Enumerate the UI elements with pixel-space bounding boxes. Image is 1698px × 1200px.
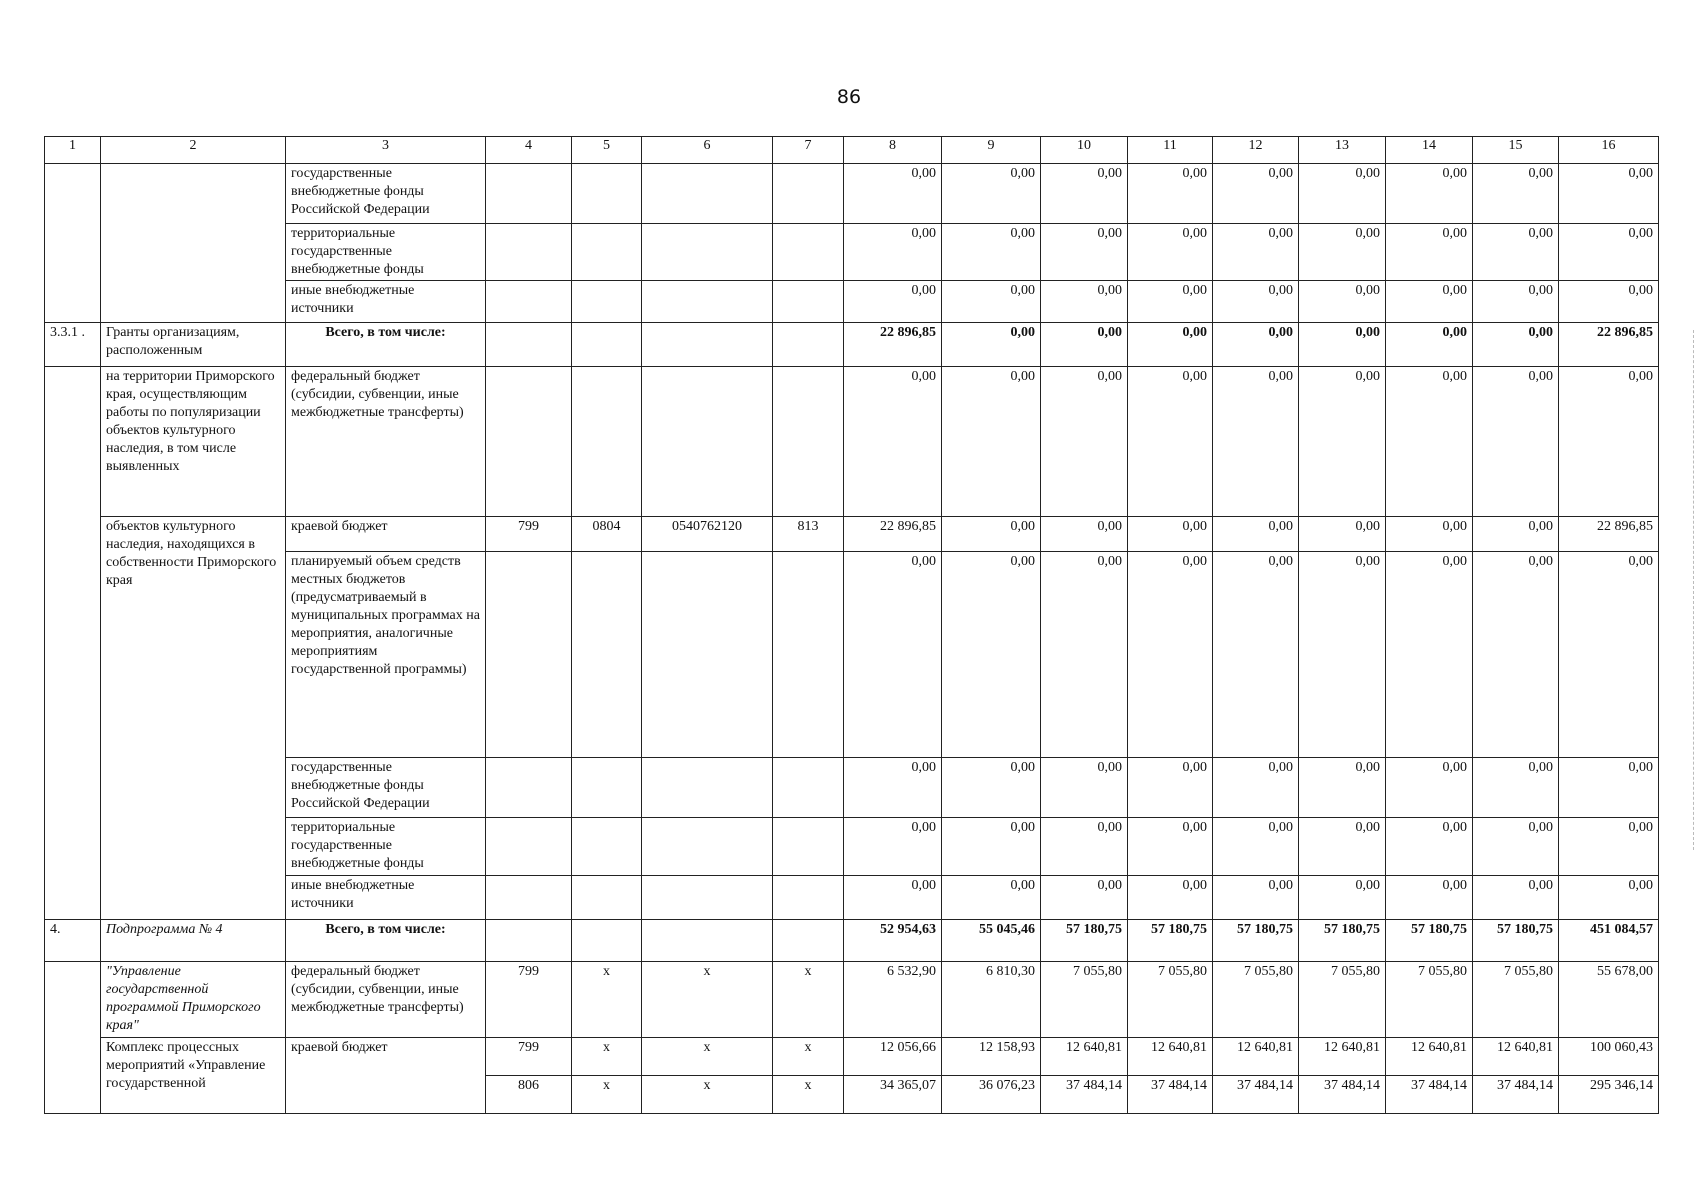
total-label: Всего, в том числе: [286, 323, 486, 367]
value-cell: 0,00 [1473, 758, 1559, 818]
item-name: объектов культурного наследия, находящихся в собственности Приморского края [101, 517, 286, 920]
value-cell: 0,00 [942, 224, 1041, 281]
value-cell: 0,00 [1041, 367, 1128, 517]
value-cell: 0,00 [1299, 818, 1386, 876]
code-cell [572, 367, 642, 517]
value-cell: 0,00 [1213, 224, 1299, 281]
value-cell: 0,00 [1299, 224, 1386, 281]
value-cell: 0,00 [844, 224, 942, 281]
source-label: краевой бюджет [286, 1038, 486, 1114]
header-cell: 5 [572, 137, 642, 164]
value-cell: 57 180,75 [1041, 920, 1128, 962]
value-cell: 0,00 [942, 876, 1041, 920]
code-cell [572, 920, 642, 962]
value-cell: 0,00 [1041, 552, 1128, 758]
value-cell: 0,00 [1473, 367, 1559, 517]
value-cell: 0,00 [1213, 818, 1299, 876]
code-cell: х [572, 1076, 642, 1114]
value-cell: 0,00 [1386, 281, 1473, 323]
header-cell: 8 [844, 137, 942, 164]
value-cell: 0,00 [1559, 818, 1659, 876]
code-cell: 813 [773, 517, 844, 552]
value-cell: 12 640,81 [1213, 1038, 1299, 1076]
value-cell: 0,00 [1299, 876, 1386, 920]
source-label: федеральный бюджет (субсидии, субвенции, иные межбюджетные трансферты) [286, 367, 486, 517]
code-cell [486, 758, 572, 818]
header-cell: 15 [1473, 137, 1559, 164]
header-cell: 7 [773, 137, 844, 164]
value-cell: 0,00 [1386, 224, 1473, 281]
value-cell: 0,00 [844, 281, 942, 323]
code-cell: х [642, 1076, 773, 1114]
value-cell: 34 365,07 [844, 1076, 942, 1114]
header-cell: 4 [486, 137, 572, 164]
value-cell: 7 055,80 [1299, 962, 1386, 1038]
budget-table [44, 136, 1659, 1114]
total-label: Всего, в том числе: [286, 920, 486, 962]
value-cell: 0,00 [844, 818, 942, 876]
table-row [45, 281, 1659, 323]
code-cell: х [773, 1038, 844, 1076]
table-row [45, 962, 1659, 1038]
value-cell: 0,00 [1559, 164, 1659, 224]
source-label: краевой бюджет [286, 517, 486, 552]
value-cell: 0,00 [1128, 552, 1213, 758]
value-cell: 0,00 [1128, 876, 1213, 920]
item-name: Подпрограмма № 4 [101, 920, 286, 962]
value-cell: 0,00 [1386, 758, 1473, 818]
header-cell: 16 [1559, 137, 1659, 164]
header-cell: 11 [1128, 137, 1213, 164]
value-cell: 0,00 [942, 164, 1041, 224]
value-cell: 0,00 [942, 552, 1041, 758]
value-cell: 0,00 [1299, 281, 1386, 323]
value-cell: 0,00 [1128, 224, 1213, 281]
value-cell: 12 640,81 [1299, 1038, 1386, 1076]
value-cell: 295 346,14 [1559, 1076, 1659, 1114]
code-cell [572, 876, 642, 920]
value-cell: 0,00 [942, 367, 1041, 517]
value-cell: 0,00 [844, 876, 942, 920]
table-row [45, 876, 1659, 920]
code-cell: х [572, 962, 642, 1038]
value-cell: 0,00 [1128, 517, 1213, 552]
value-cell: 0,00 [1559, 552, 1659, 758]
value-cell: 0,00 [1299, 758, 1386, 818]
value-cell: 0,00 [1386, 876, 1473, 920]
code-cell: 799 [486, 962, 572, 1038]
value-cell: 0,00 [1128, 818, 1213, 876]
value-cell: 36 076,23 [942, 1076, 1041, 1114]
code-cell [642, 281, 773, 323]
value-cell: 12 158,93 [942, 1038, 1041, 1076]
code-cell [486, 818, 572, 876]
code-cell [642, 920, 773, 962]
value-cell: 22 896,85 [1559, 323, 1659, 367]
value-cell: 37 484,14 [1386, 1076, 1473, 1114]
value-cell: 0,00 [1473, 164, 1559, 224]
code-cell [773, 552, 844, 758]
page-number: 86 [836, 86, 862, 108]
value-cell: 57 180,75 [1386, 920, 1473, 962]
item-number-cell [45, 164, 101, 323]
value-cell: 0,00 [1299, 552, 1386, 758]
value-cell: 7 055,80 [1386, 962, 1473, 1038]
code-cell [773, 224, 844, 281]
value-cell: 0,00 [1041, 164, 1128, 224]
table-row [45, 818, 1659, 876]
value-cell: 0,00 [1559, 367, 1659, 517]
code-cell [773, 367, 844, 517]
code-cell [642, 164, 773, 224]
value-cell: 57 180,75 [1299, 920, 1386, 962]
value-cell: 100 060,43 [1559, 1038, 1659, 1076]
value-cell: 12 640,81 [1473, 1038, 1559, 1076]
value-cell: 7 055,80 [1128, 962, 1213, 1038]
value-cell: 0,00 [1386, 367, 1473, 517]
value-cell: 55 678,00 [1559, 962, 1659, 1038]
code-cell [642, 224, 773, 281]
code-cell [572, 224, 642, 281]
value-cell: 0,00 [1041, 224, 1128, 281]
table-row [45, 517, 1659, 552]
code-cell [642, 818, 773, 876]
code-cell [642, 552, 773, 758]
value-cell: 6 810,30 [942, 962, 1041, 1038]
source-label: федеральный бюджет (субсидии, субвенции, иные межбюджетные трансферты) [286, 962, 486, 1038]
code-cell [773, 920, 844, 962]
value-cell: 0,00 [1386, 552, 1473, 758]
code-cell [642, 876, 773, 920]
value-cell: 57 180,75 [1128, 920, 1213, 962]
value-cell: 0,00 [1041, 323, 1128, 367]
item-number-cell [45, 367, 101, 920]
code-cell: 0540762120 [642, 517, 773, 552]
budget-table-wrapper [44, 136, 1659, 1114]
value-cell: 55 045,46 [942, 920, 1041, 962]
code-cell [572, 758, 642, 818]
value-cell: 0,00 [942, 758, 1041, 818]
source-label: иные внебюджетные источники [286, 281, 486, 323]
value-cell: 0,00 [1473, 552, 1559, 758]
value-cell: 0,00 [1128, 758, 1213, 818]
value-cell: 0,00 [1473, 323, 1559, 367]
value-cell: 7 055,80 [1041, 962, 1128, 1038]
code-cell: х [773, 962, 844, 1038]
table-row [45, 552, 1659, 758]
code-cell [773, 758, 844, 818]
code-cell [572, 552, 642, 758]
code-cell [572, 164, 642, 224]
table-row [45, 164, 1659, 224]
value-cell: 0,00 [1473, 876, 1559, 920]
value-cell: 0,00 [1386, 323, 1473, 367]
value-cell: 0,00 [1128, 323, 1213, 367]
value-cell: 37 484,14 [1128, 1076, 1213, 1114]
source-label: иные внебюджетные источники [286, 876, 486, 920]
value-cell: 12 640,81 [1128, 1038, 1213, 1076]
code-cell [773, 281, 844, 323]
value-cell: 0,00 [1213, 552, 1299, 758]
value-cell: 0,00 [942, 517, 1041, 552]
header-cell: 1 [45, 137, 101, 164]
header-cell: 14 [1386, 137, 1473, 164]
value-cell: 0,00 [1213, 323, 1299, 367]
value-cell: 0,00 [1213, 758, 1299, 818]
code-cell: х [642, 1038, 773, 1076]
source-label: государственные внебюджетные фонды Российской Федерации [286, 758, 486, 818]
value-cell: 0,00 [1386, 164, 1473, 224]
item-name: Гранты организациям, расположенным [101, 323, 286, 367]
header-row [45, 137, 1659, 164]
value-cell: 0,00 [1213, 164, 1299, 224]
value-cell: 0,00 [1473, 224, 1559, 281]
value-cell: 0,00 [1128, 281, 1213, 323]
value-cell: 7 055,80 [1213, 962, 1299, 1038]
code-cell [642, 367, 773, 517]
value-cell: 37 484,14 [1041, 1076, 1128, 1114]
value-cell: 0,00 [844, 552, 942, 758]
value-cell: 451 084,57 [1559, 920, 1659, 962]
source-label: территориальные государственные внебюджетные фонды [286, 818, 486, 876]
value-cell: 0,00 [1299, 367, 1386, 517]
table-row [45, 758, 1659, 818]
code-cell [572, 323, 642, 367]
table-row [45, 367, 1659, 517]
value-cell: 0,00 [942, 818, 1041, 876]
value-cell: 0,00 [1473, 517, 1559, 552]
code-cell: 806 [486, 1076, 572, 1114]
value-cell: 0,00 [1386, 517, 1473, 552]
value-cell: 0,00 [1559, 876, 1659, 920]
value-cell: 0,00 [1299, 323, 1386, 367]
table-row [45, 323, 1659, 367]
code-cell [486, 920, 572, 962]
value-cell: 57 180,75 [1473, 920, 1559, 962]
value-cell: 22 896,85 [844, 517, 942, 552]
header-cell: 12 [1213, 137, 1299, 164]
table-row [45, 224, 1659, 281]
code-cell [486, 367, 572, 517]
scan-edge-line [1693, 330, 1695, 850]
value-cell: 0,00 [1041, 281, 1128, 323]
code-cell [486, 281, 572, 323]
value-cell: 0,00 [1299, 517, 1386, 552]
value-cell: 52 954,63 [844, 920, 942, 962]
header-cell: 2 [101, 137, 286, 164]
value-cell: 0,00 [1559, 224, 1659, 281]
code-cell [642, 758, 773, 818]
code-cell [486, 323, 572, 367]
value-cell: 0,00 [1473, 281, 1559, 323]
value-cell: 0,00 [942, 281, 1041, 323]
source-label: территориальные государственные внебюджетные фонды [286, 224, 486, 281]
value-cell: 0,00 [844, 164, 942, 224]
item-name: Комплекс процессных мероприятий «Управление государственной [101, 1038, 286, 1114]
table-row [45, 1038, 1659, 1076]
code-cell [486, 164, 572, 224]
value-cell: 0,00 [1041, 758, 1128, 818]
value-cell: 0,00 [1559, 758, 1659, 818]
value-cell: 0,00 [1213, 876, 1299, 920]
table-row [45, 920, 1659, 962]
item-number: 4. [45, 920, 101, 962]
code-cell [773, 323, 844, 367]
header-cell: 3 [286, 137, 486, 164]
source-label: планируемый объем средств местных бюджетов (предусматриваемый в муниципальных программах на мероприятия, аналогичные мероприятиям государственной программы) [286, 552, 486, 758]
code-cell: х [572, 1038, 642, 1076]
item-number: 3.3.1 . [45, 323, 101, 367]
code-cell [486, 876, 572, 920]
value-cell: 0,00 [942, 323, 1041, 367]
value-cell: 37 484,14 [1299, 1076, 1386, 1114]
code-cell [773, 876, 844, 920]
value-cell: 0,00 [1213, 281, 1299, 323]
value-cell: 0,00 [1299, 164, 1386, 224]
value-cell: 22 896,85 [1559, 517, 1659, 552]
value-cell: 37 484,14 [1473, 1076, 1559, 1114]
value-cell: 0,00 [1559, 281, 1659, 323]
value-cell: 0,00 [1213, 517, 1299, 552]
header-cell: 9 [942, 137, 1041, 164]
code-cell: 799 [486, 517, 572, 552]
header-cell: 6 [642, 137, 773, 164]
value-cell: 0,00 [1041, 517, 1128, 552]
value-cell: 0,00 [1128, 164, 1213, 224]
code-cell: 799 [486, 1038, 572, 1076]
item-name: на территории Приморского края, осуществляющим работы по популяризации объектов культурного наследия, в том числе выявленных [101, 367, 286, 517]
code-cell [642, 323, 773, 367]
value-cell: 0,00 [844, 367, 942, 517]
value-cell: 12 056,66 [844, 1038, 942, 1076]
value-cell: 12 640,81 [1041, 1038, 1128, 1076]
code-cell [773, 818, 844, 876]
header-cell: 10 [1041, 137, 1128, 164]
value-cell: 57 180,75 [1213, 920, 1299, 962]
value-cell: 0,00 [1473, 818, 1559, 876]
header-cell: 13 [1299, 137, 1386, 164]
value-cell: 22 896,85 [844, 323, 942, 367]
code-cell: 0804 [572, 517, 642, 552]
value-cell: 7 055,80 [1473, 962, 1559, 1038]
value-cell: 0,00 [1386, 818, 1473, 876]
value-cell: 12 640,81 [1386, 1038, 1473, 1076]
value-cell: 37 484,14 [1213, 1076, 1299, 1114]
value-cell: 0,00 [1128, 367, 1213, 517]
code-cell [486, 552, 572, 758]
value-cell: 6 532,90 [844, 962, 942, 1038]
code-cell [773, 164, 844, 224]
code-cell [572, 818, 642, 876]
code-cell: х [642, 962, 773, 1038]
code-cell [486, 224, 572, 281]
value-cell: 0,00 [1213, 367, 1299, 517]
value-cell: 0,00 [1041, 876, 1128, 920]
item-number-cell [45, 962, 101, 1114]
item-name-cell [101, 164, 286, 323]
code-cell: х [773, 1076, 844, 1114]
source-label: государственные внебюджетные фонды Российской Федерации [286, 164, 486, 224]
value-cell: 0,00 [1041, 818, 1128, 876]
item-name: "Управление государственной программой Приморского края" [101, 962, 286, 1038]
code-cell [572, 281, 642, 323]
value-cell: 0,00 [844, 758, 942, 818]
